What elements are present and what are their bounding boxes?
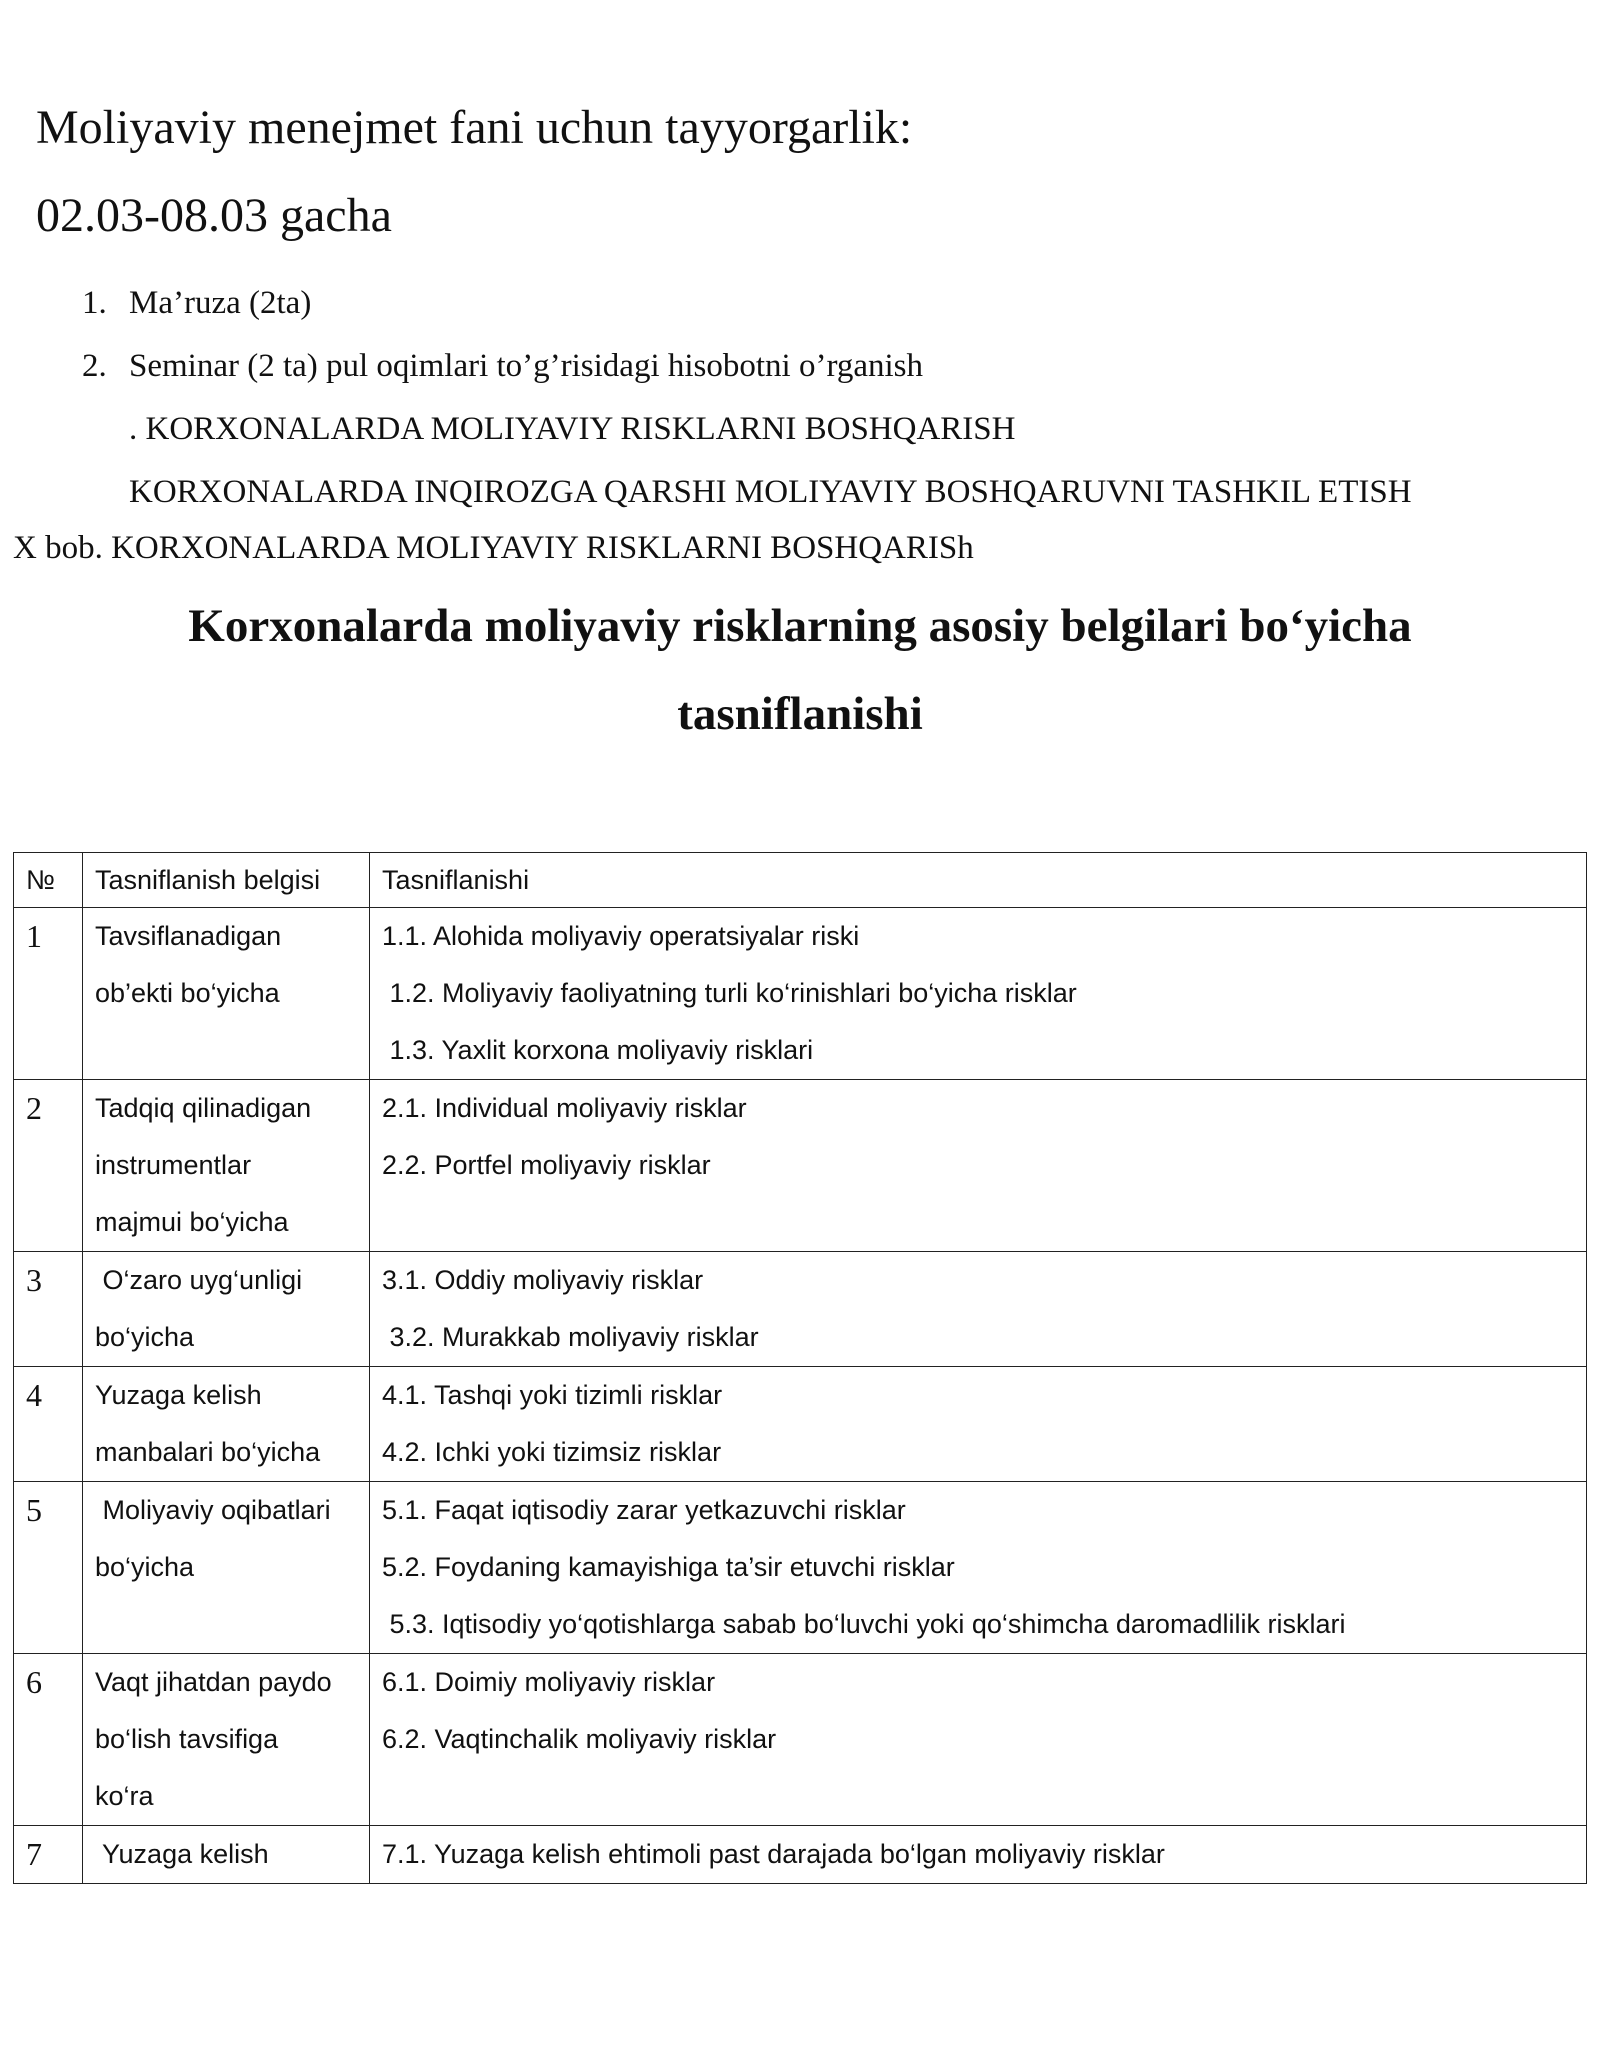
classification-item: 4.1. Tashqi yoki tizimli risklar [382, 1380, 723, 1410]
section-title-line: Korxonalarda moliyaviy risklarning asosiy belgilari bo‘yicha [188, 600, 1412, 652]
sign-line: bo‘yicha [95, 1322, 195, 1352]
sign-line: Yuzaga kelish [95, 1839, 269, 1869]
table-row [14, 908, 1587, 1080]
sign-line: Yuzaga kelish [95, 1380, 262, 1410]
task-text: Ma’ruza (2ta) [129, 285, 312, 321]
row-number: 1 [14, 908, 83, 1080]
table-row [14, 1482, 1587, 1654]
classification-items-cell [370, 1252, 1587, 1367]
column-header-sign: Tasniflanish belgisi [83, 853, 370, 908]
table-body [14, 908, 1587, 1884]
classification-table [13, 852, 1587, 1884]
classification-items-cell [370, 1654, 1587, 1826]
sign-line: instrumentlar [95, 1150, 252, 1180]
classification-item: 6.2. Vaqtinchalik moliyaviy risklar [382, 1724, 777, 1754]
classification-sign-cell [83, 1080, 370, 1252]
row-number: 7 [14, 1826, 83, 1884]
classification-sign-cell [83, 1826, 370, 1884]
table-row [14, 1654, 1587, 1826]
classification-item: 5.2. Foydaning kamayishiga ta’sir etuvchi risklar [382, 1552, 955, 1582]
classification-items-cell [370, 908, 1587, 1080]
sign-line: bo‘lish tavsifiga [95, 1724, 279, 1754]
classification-sign-cell [83, 908, 370, 1080]
classification-sign-cell [83, 1367, 370, 1482]
sign-line: Tadqiq qilinadigan [95, 1093, 312, 1123]
sign-line: ob’ekti bo‘yicha [95, 978, 280, 1008]
column-header-number: № [14, 853, 83, 908]
document-title: Moliyaviy menejmet fani uchun tayyorgarlik: [36, 101, 913, 154]
task-number: 1. [82, 285, 107, 321]
task-text: Seminar (2 ta) pul oqimlari to’g’risidagi hisobotni o’rganish [129, 348, 924, 384]
sign-line: majmui bo‘yicha [95, 1207, 289, 1237]
table-row [14, 1080, 1587, 1252]
sign-line: Moliyaviy oqibatlari [95, 1495, 331, 1525]
section-title [0, 582, 1600, 758]
table-row [14, 1252, 1587, 1367]
row-number: 4 [14, 1367, 83, 1482]
sign-line: O‘zaro uyg‘unligi [95, 1265, 303, 1295]
classification-item: 2.1. Individual moliyaviy risklar [382, 1093, 747, 1123]
classification-item: 4.2. Ichki yoki tizimsiz risklar [382, 1437, 722, 1467]
classification-items-cell [370, 1367, 1587, 1482]
sign-line: Vaqt jihatdan paydo [95, 1667, 332, 1697]
task-number: 2. [82, 348, 107, 384]
classification-item: 3.2. Murakkab moliyaviy risklar [382, 1322, 759, 1352]
classification-item: 5.1. Faqat iqtisodiy zarar yetkazuvchi risklar [382, 1495, 906, 1525]
topic-item: KORXONALARDA INQIROZGA QARSHI MOLIYAVIY BOSHQARUVNI TASHKIL ETISH [129, 474, 1412, 510]
date-range: 02.03-08.03 gacha [36, 189, 392, 242]
table-row [14, 1826, 1587, 1884]
table-header-row [14, 853, 1587, 908]
classification-sign-cell [83, 1252, 370, 1367]
row-number: 6 [14, 1654, 83, 1826]
sign-line: Tavsiflanadigan [95, 921, 282, 951]
chapter-heading: X bob. KORXONALARDA MOLIYAVIY RISKLARNI BOSHQARISh [13, 530, 974, 566]
classification-items-cell [370, 1080, 1587, 1252]
row-number: 5 [14, 1482, 83, 1654]
classification-sign-cell [83, 1654, 370, 1826]
table-row [14, 1367, 1587, 1482]
sign-line: ko‘ra [95, 1781, 154, 1811]
column-header-classification: Tasniflanishi [370, 853, 1587, 908]
classification-item: 1.2. Moliyaviy faoliyatning turli ko‘rinishlari bo‘yicha risklar [382, 978, 1077, 1008]
row-number: 2 [14, 1080, 83, 1252]
classification-item: 7.1. Yuzaga kelish ehtimoli past darajada bo‘lgan moliyaviy risklar [382, 1839, 1165, 1869]
task-item [82, 272, 1412, 335]
topic-item: . KORXONALARDA MOLIYAVIY RISKLARNI BOSHQARISH [129, 411, 1016, 447]
classification-item: 3.1. Oddiy moliyaviy risklar [382, 1265, 704, 1295]
task-list [82, 272, 1412, 524]
sign-line: bo‘yicha [95, 1552, 195, 1582]
classification-item: 1.1. Alohida moliyaviy operatsiyalar riski [382, 921, 860, 951]
classification-items-cell [370, 1482, 1587, 1654]
classification-item: 1.3. Yaxlit korxona moliyaviy risklari [382, 1035, 814, 1065]
classification-item: 6.1. Doimiy moliyaviy risklar [382, 1667, 716, 1697]
classification-items-cell [370, 1826, 1587, 1884]
row-number: 3 [14, 1252, 83, 1367]
classification-item: 5.3. Iqtisodiy yo‘qotishlarga sabab bo‘luvchi yoki qo‘shimcha daromadlilik risklari [382, 1609, 1346, 1639]
task-item [82, 335, 1412, 398]
classification-item: 2.2. Portfel moliyaviy risklar [382, 1150, 711, 1180]
sign-line: manbalari bo‘yicha [95, 1437, 321, 1467]
classification-sign-cell [83, 1482, 370, 1654]
section-title-line: tasniflanishi [677, 688, 923, 740]
